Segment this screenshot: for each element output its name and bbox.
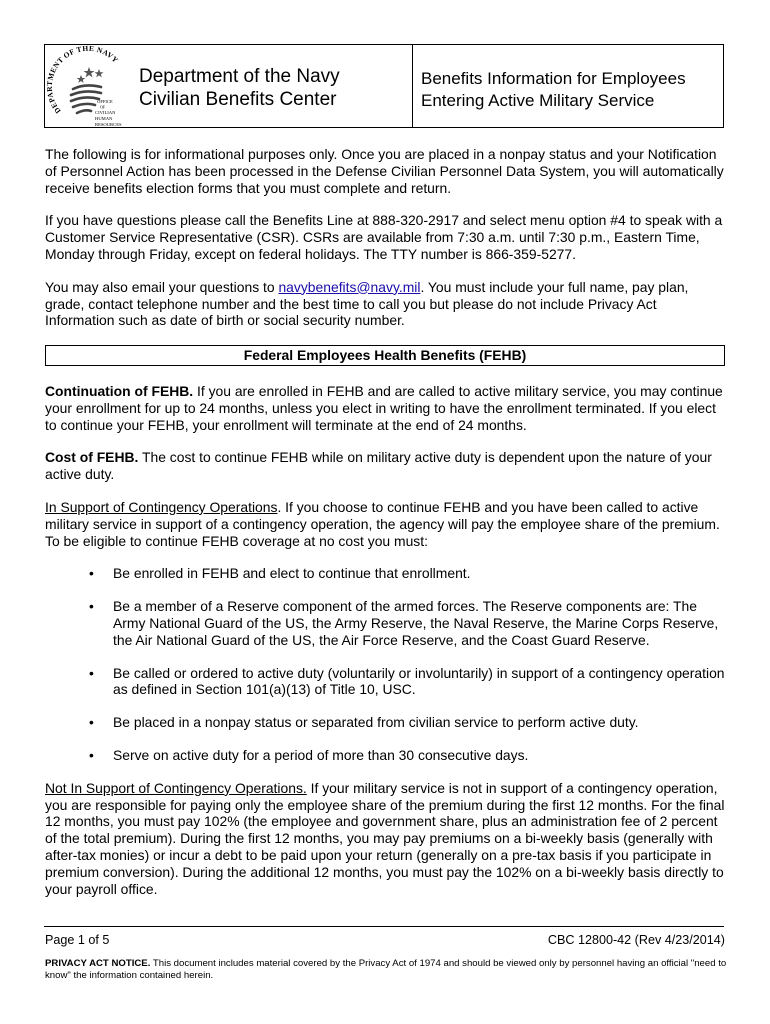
ochr-line-2: OF — [100, 104, 106, 110]
cost-text: The cost to continue FEHB while on military active duty is dependent upon the nature of your active duty. — [45, 449, 712, 483]
privacy-text: This document includes material covered by the Privacy Act of 1974 and should be viewed only by personnel having an official "need to know" the information contained herein. — [45, 958, 727, 981]
seal-icon — [45, 45, 123, 129]
ochr-line-3: CIVILIAN — [95, 110, 116, 115]
list-item: • Be placed in a nonpay status or separated from civilian service to perform active duty. — [89, 714, 639, 731]
email-link[interactable]: navybenefits@navy.mil — [278, 278, 421, 295]
continuation-text: If you are enrolled in FEHB and are called to active military service, you may continue your enrollment for up to 24 months, unless you elect in writing to have the enrollment terminated. If you elect to continue your FEHB, your enrollment will terminate at the end of 24 months. — [45, 382, 723, 433]
desc-line-1: Benefits Information for Employees — [421, 69, 686, 88]
fehb-section-heading: Federal Employees Health Benefits (FEHB) — [45, 345, 725, 366]
title-line-2: Civilian Benefits Center — [139, 89, 337, 110]
ochr-line-1: OFFICE — [97, 99, 113, 104]
desc-line-2: Entering Active Military Service — [421, 91, 655, 110]
cost-label: Cost of FEHB. — [45, 449, 139, 466]
support-text: . If you choose to continue FEHB and you have been called to active military service in support of a contingency operation, the agency will pay the employee share of the premium. To be eligible to continue FEHB coverage at no cost you must: — [45, 498, 720, 549]
footer-divider — [44, 926, 724, 927]
eligibility-list — [45, 565, 725, 763]
ochr-line-5: RESOURCES — [95, 122, 122, 127]
privacy-notice — [45, 958, 735, 982]
list-item: • Serve on active duty for a period of more than 30 consecutive days. — [89, 746, 529, 763]
intro-paragraph-1: The following is for informational purposes only. Once you are placed in a nonpay status and your Notification of Personnel Action has been processed in the Defense Civilian Personnel Data System, you will automatically receive benefits election forms that you must complete and return. — [45, 146, 724, 196]
page-number: Page 1 of 5 — [45, 933, 110, 947]
title-line-1: Department of the Navy — [139, 66, 340, 87]
seal-arc-text: DEPARTMENT OF THE NAVY — [45, 45, 121, 116]
header-title — [123, 45, 413, 127]
intro-paragraph-2: If you have questions please call the Benefits Line at 888-320-2917 and select menu option #4 to speak with a Customer Service Representative (CSR). CSRs are available from 7:30 a.m. until 7:30 p.m., Eastern Time, Monday through Friday, except on federal holidays. The TTY number is 866-359-5277. — [45, 212, 723, 262]
bullet-icon: • — [89, 746, 94, 763]
list-item: • Be a member of a Reserve component of the armed forces. The Reserve components are: The Army National Guard of the US, the Army Reserve, the Naval Reserve, the Marine Corps Reserve, the Air National Guard of the US, the Air Force Reserve, and the Coast Guard Reserve. — [89, 598, 719, 648]
list-item: • Be called or ordered to active duty (voluntarily or involuntarily) in support of a contingency operation as defined in Section 101(a)(13) of Title 10, USC. — [89, 664, 725, 698]
intro-paragraph-3 — [45, 279, 725, 329]
continuation-paragraph — [45, 383, 725, 433]
email-lead-text: You may also email your questions to — [45, 278, 279, 295]
support-label: In Support of Contingency Operations — [45, 498, 278, 515]
document-body — [45, 146, 725, 913]
privacy-label: PRIVACY ACT NOTICE. — [45, 958, 151, 969]
nonsupport-paragraph — [45, 780, 725, 898]
list-item: • Be enrolled in FEHB and elect to continue that enrollment. — [89, 565, 471, 582]
nonsupport-label: Not In Support of Contingency Operations. — [45, 779, 307, 796]
support-paragraph — [45, 499, 725, 549]
bullet-icon: • — [89, 565, 94, 582]
continuation-label: Continuation of FEHB. — [45, 382, 194, 399]
bullet-icon: • — [89, 598, 94, 615]
navy-ochr-seal-logo — [45, 45, 123, 127]
bullet-icon: • — [89, 714, 94, 731]
cost-paragraph — [45, 449, 725, 483]
nonsupport-text: If your military service is not in support of a contingency operation, you are responsible for paying only the employee share of the premium during the first 12 months. For the final 12 months, you must pay 102% (the employee and government share, plus an administration fee of 2 percent of the total premium). During the first 12 months, you may pay premiums on a bi-weekly basis (generally with after-tax monies) or incur a debt to be paid upon your return (generally on a pre-tax basis if you participate in premium conversion). During the additional 12 months, you must pay the 102% on a bi-weekly basis directly to your payroll office. — [45, 779, 725, 897]
header-description — [413, 45, 723, 127]
form-id: CBC 12800-42 (Rev 4/23/2014) — [547, 933, 725, 947]
ochr-line-4: HUMAN — [95, 116, 113, 121]
bullet-icon: • — [89, 664, 94, 681]
email-trail-text: . You must include your full name, pay plan, grade, contact telephone number and the best time to call you but please do not include Privacy Act Information such as date of birth or social security number. — [45, 278, 689, 329]
document-header — [44, 44, 724, 128]
